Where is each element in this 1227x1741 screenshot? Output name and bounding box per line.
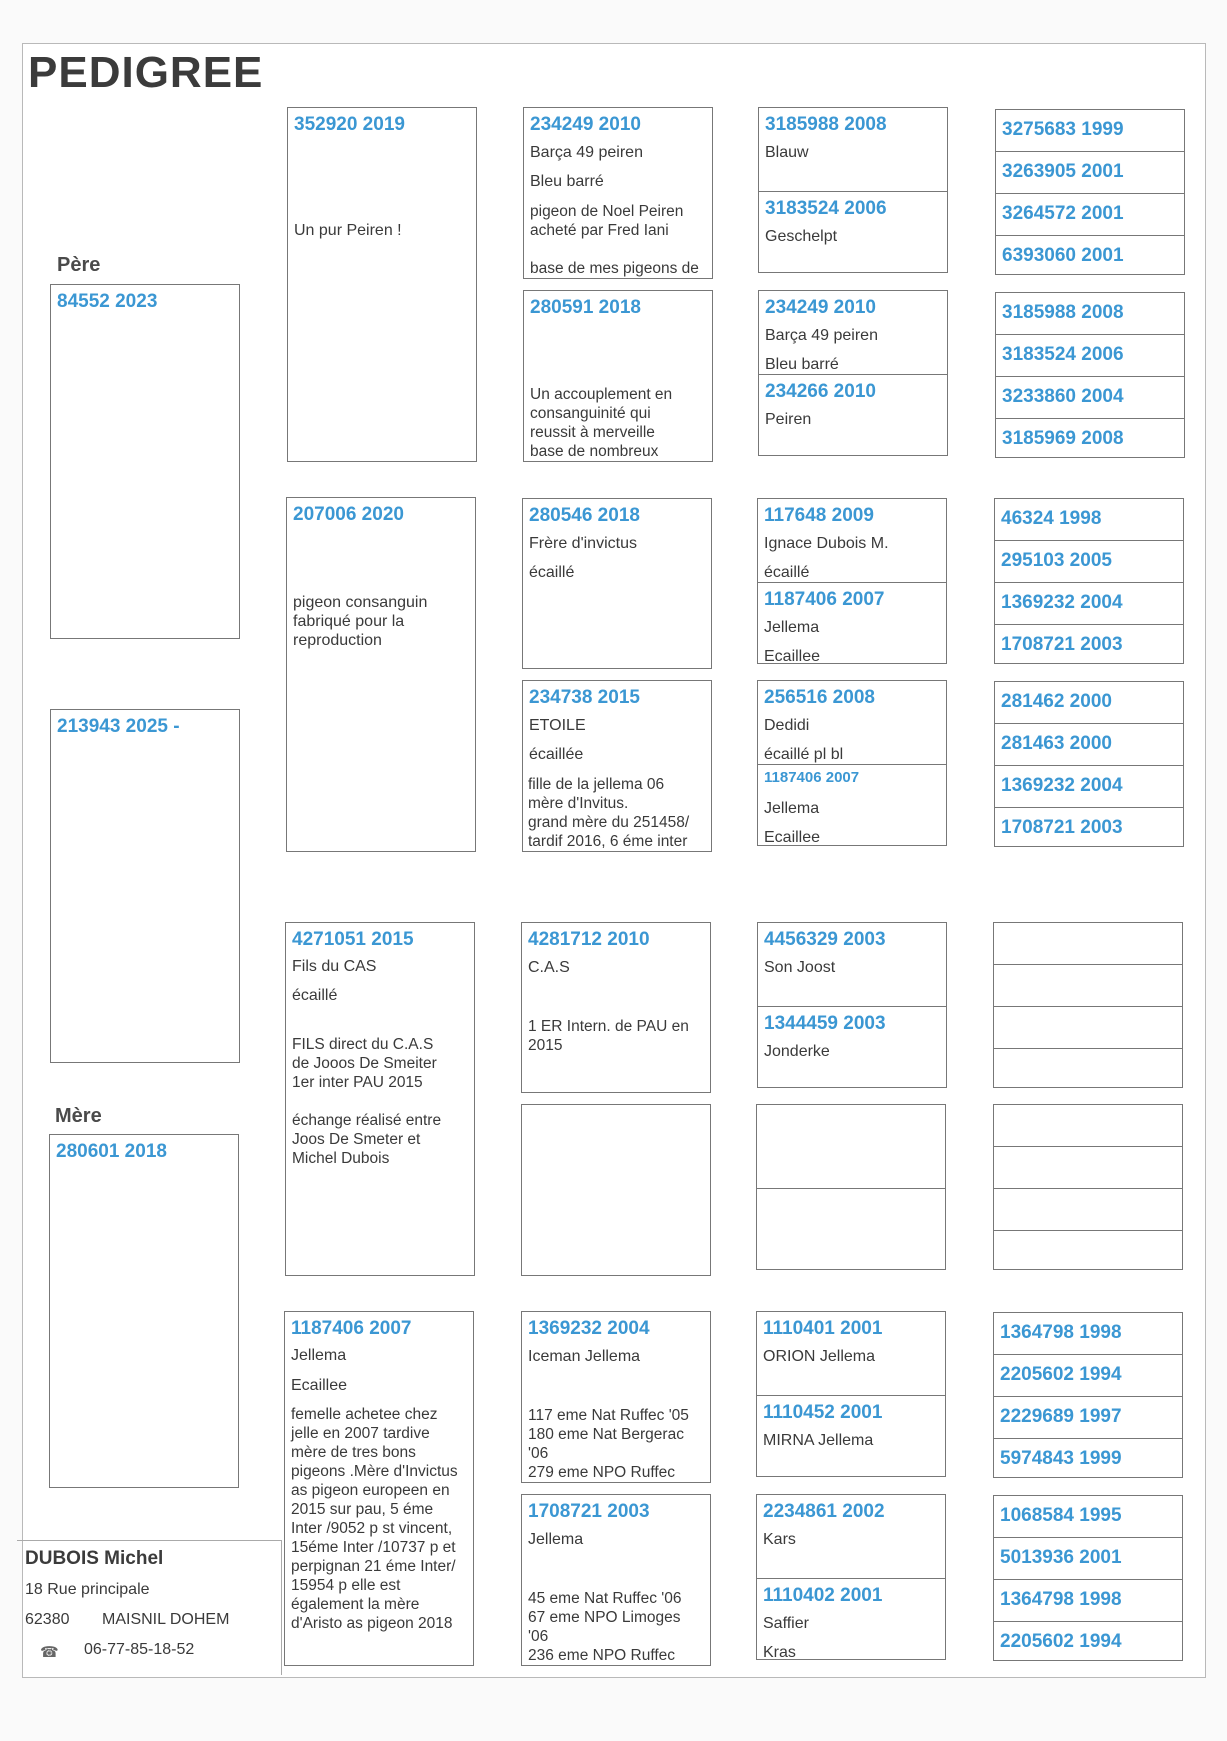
gen4-ring: 2234861 2002 (763, 1501, 885, 1522)
gen5-ring: 281462 2000 (1001, 691, 1112, 712)
gen5-card-empty[interactable] (994, 1105, 1182, 1146)
gen5-card[interactable] (994, 1396, 1182, 1438)
gen4-ring: 234249 2010 (765, 297, 876, 318)
gen3-line1: Frère d'invictus (529, 535, 637, 552)
gen3-line1: ETOILE (529, 717, 586, 734)
gen4-line1: Kars (763, 1531, 796, 1548)
gen2-ring: 207006 2020 (293, 504, 404, 525)
gen2-ring: 1187406 2007 (291, 1318, 412, 1339)
gen5-ring: 1364798 1998 (1000, 1589, 1122, 1610)
dam-label: Mère (55, 1105, 102, 1127)
gen4-line1: Barça 49 peiren (765, 327, 878, 344)
gen4-ring: 117648 2009 (764, 505, 874, 526)
gen4-line1: Geschelpt (765, 228, 838, 245)
gen5-ring: 2205602 1994 (1000, 1364, 1122, 1385)
gen4-line2: Bleu barré (765, 356, 839, 373)
gen5-card[interactable] (995, 624, 1183, 665)
gen4-ring: 1344459 2003 (764, 1013, 886, 1034)
gen3-card[interactable] (523, 290, 713, 462)
gen2-notes: femelle achetee chez jelle en 2007 tardive mère de tres bons pigeons .Mère d'Invictus as pigeon europeen en 2015 sur pau, 5 éme Inter /9052 p st vincent, 15éme Inter /10737 p et perpignan 21 éme Inter/ 15954 p elle est également la mère d'Aristo as pigeon 2018 (291, 1406, 458, 1632)
gen5-ring: 5974843 1999 (1000, 1448, 1122, 1469)
gen5-card-empty[interactable] (994, 1048, 1182, 1089)
gen4-card[interactable] (759, 108, 947, 191)
gen4-line1: Ignace Dubois M. (764, 535, 889, 552)
gen4-card-empty[interactable] (757, 1105, 945, 1188)
gen3-line2: écaillé (529, 564, 575, 581)
gen5-group (994, 498, 1184, 664)
gen5-group (995, 109, 1185, 275)
gen4-card[interactable] (758, 923, 946, 1006)
gen4-card[interactable] (759, 291, 947, 374)
gen5-ring: 5013936 2001 (1000, 1547, 1122, 1568)
gen4-line1: Son Joost (764, 959, 836, 976)
gen5-card[interactable] (994, 1579, 1182, 1621)
gen3-card[interactable] (523, 107, 713, 279)
gen4-card[interactable] (759, 374, 947, 457)
gen5-ring: 2205602 1994 (1000, 1631, 1122, 1652)
gen5-group (995, 292, 1185, 458)
gen3-ring: 4281712 2010 (528, 929, 650, 950)
gen4-line1: MIRNA Jellema (763, 1432, 874, 1449)
gen5-card[interactable] (994, 1621, 1182, 1662)
gen4-pair (756, 1311, 946, 1477)
gen4-card[interactable] (759, 191, 947, 274)
gen4-ring: 234266 2010 (765, 381, 876, 402)
owner-street: 18 Rue principale (25, 1581, 150, 1598)
gen5-card[interactable] (995, 582, 1183, 624)
gen5-card[interactable] (994, 1313, 1182, 1354)
gen5-card[interactable] (996, 110, 1184, 151)
owner-postcode: 62380 (25, 1611, 70, 1628)
gen5-card[interactable] (995, 499, 1183, 540)
owner-city: MAISNIL DOHEM (102, 1611, 230, 1628)
gen3-card[interactable] (522, 498, 712, 669)
gen5-card[interactable] (996, 418, 1184, 459)
gen4-card[interactable] (757, 1578, 945, 1661)
sire-label: Père (57, 254, 101, 276)
gen5-ring: 1068584 1995 (1000, 1505, 1122, 1526)
gen4-card[interactable] (758, 764, 946, 847)
gen5-card-empty[interactable] (994, 923, 1182, 964)
gen4-line2: écaillé pl bl (764, 746, 844, 763)
gen3-ring: 1369232 2004 (528, 1318, 650, 1339)
page-title: PEDIGREE (28, 48, 264, 97)
gen3-ring: 1708721 2003 (528, 1501, 650, 1522)
dam-ring: 280601 2018 (56, 1141, 167, 1162)
gen3-line1: C.A.S (528, 959, 570, 976)
gen5-group (993, 1312, 1183, 1478)
gen4-pair (758, 107, 948, 273)
gen3-card[interactable] (521, 1494, 711, 1666)
subject-card[interactable] (50, 709, 240, 1063)
gen3-notes: pigeon de Noel Peiren acheté par Fred Iani (530, 203, 684, 239)
gen4-line2: Kras (763, 1644, 796, 1661)
gen5-ring: 3185988 2008 (1002, 302, 1124, 323)
gen5-card[interactable] (995, 765, 1183, 807)
gen5-card[interactable] (996, 376, 1184, 418)
gen4-ring: 1110402 2001 (763, 1585, 883, 1606)
gen3-extra: base de mes pigeons de (530, 260, 699, 277)
sire-card[interactable] (50, 284, 240, 639)
gen5-card-empty[interactable] (994, 964, 1182, 1006)
gen4-ring: 1187406 2007 (764, 769, 860, 786)
gen4-card[interactable] (757, 1395, 945, 1478)
gen4-card[interactable] (757, 1495, 945, 1578)
gen5-ring: 1364798 1998 (1000, 1322, 1122, 1343)
gen3-line1: Barça 49 peiren (530, 144, 643, 161)
gen2-line2: Ecaillee (291, 1377, 348, 1394)
gen5-group (993, 922, 1183, 1088)
gen3-line1: Iceman Jellema (528, 1348, 641, 1365)
gen5-ring: 2229689 1997 (1000, 1406, 1122, 1427)
gen3-line2: Bleu barré (530, 173, 604, 190)
gen5-card[interactable] (994, 1537, 1182, 1579)
owner-name: DUBOIS Michel (25, 1548, 164, 1569)
gen2-notes: pigeon consanguin fabriqué pour la reproduction (293, 594, 428, 649)
gen2-card[interactable] (286, 497, 476, 852)
gen5-card-empty[interactable] (994, 1230, 1182, 1271)
gen3-notes: 1 ER Intern. de PAU en 2015 (528, 1018, 689, 1054)
sire-ring: 84552 2023 (57, 291, 158, 312)
gen3-notes: 45 eme Nat Ruffec '06 67 eme NPO Limoges '06 236 eme NPO Ruffec (528, 1590, 682, 1664)
gen4-line1: Jellema (764, 619, 820, 636)
gen4-card-empty[interactable] (757, 1188, 945, 1271)
gen4-pair (757, 498, 947, 664)
gen2-ring: 4271051 2015 (292, 929, 414, 950)
gen4-ring: 3183524 2006 (765, 198, 887, 219)
gen5-card-empty[interactable] (994, 1146, 1182, 1188)
gen5-group (993, 1495, 1183, 1661)
gen5-card[interactable] (996, 235, 1184, 276)
gen4-line2: Ecaillee (764, 648, 821, 665)
gen4-line1: Jellema (764, 800, 820, 817)
gen3-card[interactable] (521, 922, 711, 1093)
gen2-card[interactable] (284, 1311, 474, 1666)
gen5-ring: 3275683 1999 (1002, 119, 1124, 140)
gen4-ring: 4456329 2003 (764, 929, 886, 950)
gen3-notes: fille de la jellema 06 mère d'Invitus. grand mère du 251458/ tardif 2016, 6 éme inter (528, 776, 690, 850)
gen5-card-empty[interactable] (994, 1188, 1182, 1230)
gen4-ring: 1110452 2001 (763, 1402, 883, 1423)
gen5-card[interactable] (995, 682, 1183, 723)
gen4-line1: ORION Jellema (763, 1348, 876, 1365)
gen5-ring: 6393060 2001 (1002, 245, 1124, 266)
phone-icon: ☎ (40, 1644, 59, 1661)
gen4-pair (757, 922, 947, 1088)
subject-ring: 213943 2025 - (57, 716, 180, 737)
gen4-line1: Peiren (765, 411, 812, 428)
gen4-card[interactable] (757, 1312, 945, 1395)
gen4-ring: 3185988 2008 (765, 114, 887, 135)
gen4-pair (756, 1104, 946, 1270)
gen3-card-empty[interactable] (521, 1104, 711, 1276)
gen5-card[interactable] (996, 193, 1184, 235)
owner-phone: 06-77-85-18-52 (84, 1641, 195, 1658)
gen5-ring: 1708721 2003 (1001, 634, 1123, 655)
gen4-ring: 1110401 2001 (763, 1318, 883, 1339)
gen4-card[interactable] (758, 1006, 946, 1089)
gen3-ring: 234249 2010 (530, 114, 641, 135)
gen5-ring: 1369232 2004 (1001, 592, 1123, 613)
gen4-line2: Ecaillee (764, 829, 821, 846)
gen2-card[interactable] (287, 107, 477, 462)
gen4-line2: écaillé (764, 564, 810, 581)
gen5-ring: 3185969 2008 (1002, 428, 1124, 449)
dam-card[interactable] (49, 1134, 239, 1488)
gen4-pair (756, 1494, 946, 1660)
gen3-notes: Un accouplement en consanguinité qui reussit à merveille base de nombreux (530, 386, 673, 460)
gen5-card[interactable] (995, 723, 1183, 765)
gen5-ring: 3263905 2001 (1002, 161, 1124, 182)
gen5-ring: 281463 2000 (1001, 733, 1112, 754)
gen4-card[interactable] (758, 499, 946, 582)
gen3-card[interactable] (521, 1311, 711, 1483)
gen5-card[interactable] (994, 1438, 1182, 1479)
gen5-ring: 3233860 2004 (1002, 386, 1124, 407)
gen2-line2: écaillé (292, 987, 338, 1004)
gen2-card[interactable] (285, 922, 475, 1276)
gen5-card-empty[interactable] (994, 1006, 1182, 1048)
gen4-ring: 1187406 2007 (764, 589, 885, 610)
gen3-ring: 234738 2015 (529, 687, 640, 708)
gen3-ring: 280591 2018 (530, 297, 641, 318)
gen3-line2: écaillée (529, 746, 584, 763)
gen2-line1: Fils du CAS (292, 958, 377, 975)
gen4-line1: Blauw (765, 144, 809, 161)
gen4-pair (757, 680, 947, 846)
gen4-line1: Saffier (763, 1615, 809, 1632)
gen5-ring: 1369232 2004 (1001, 775, 1123, 796)
gen4-pair (758, 290, 948, 456)
gen5-ring: 3264572 2001 (1002, 203, 1124, 224)
gen2-notes: FILS direct du C.A.S de Jooos De Smeiter 1er inter PAU 2015 échange réalisé entre Joos De Smeter et Michel Dubois (292, 1036, 442, 1167)
gen5-ring: 3183524 2006 (1002, 344, 1124, 365)
gen4-line1: Dedidi (764, 717, 810, 734)
gen5-ring: 295103 2005 (1001, 550, 1112, 571)
gen5-card[interactable] (996, 293, 1184, 334)
gen4-ring: 256516 2008 (764, 687, 875, 708)
gen2-line1: Jellema (291, 1347, 347, 1364)
gen5-ring: 1708721 2003 (1001, 817, 1123, 838)
gen5-ring: 46324 1998 (1001, 508, 1102, 529)
gen5-card[interactable] (995, 807, 1183, 848)
gen4-card[interactable] (758, 582, 946, 665)
gen3-card[interactable] (522, 680, 712, 852)
gen2-ring: 352920 2019 (294, 114, 405, 135)
gen2-notes: Un pur Peiren ! (294, 222, 402, 239)
gen3-notes: 117 eme Nat Ruffec '05 180 eme Nat Bergerac '06 279 eme NPO Ruffec (528, 1407, 689, 1481)
gen5-card[interactable] (996, 334, 1184, 376)
gen5-group (993, 1104, 1183, 1270)
gen5-card[interactable] (996, 151, 1184, 193)
gen3-ring: 280546 2018 (529, 505, 640, 526)
gen5-group (994, 681, 1184, 847)
gen5-card[interactable] (995, 540, 1183, 582)
gen5-card[interactable] (994, 1496, 1182, 1537)
gen4-line1: Jonderke (764, 1043, 830, 1060)
gen5-card[interactable] (994, 1354, 1182, 1396)
gen3-line1: Jellema (528, 1531, 584, 1548)
gen4-card[interactable] (758, 681, 946, 764)
